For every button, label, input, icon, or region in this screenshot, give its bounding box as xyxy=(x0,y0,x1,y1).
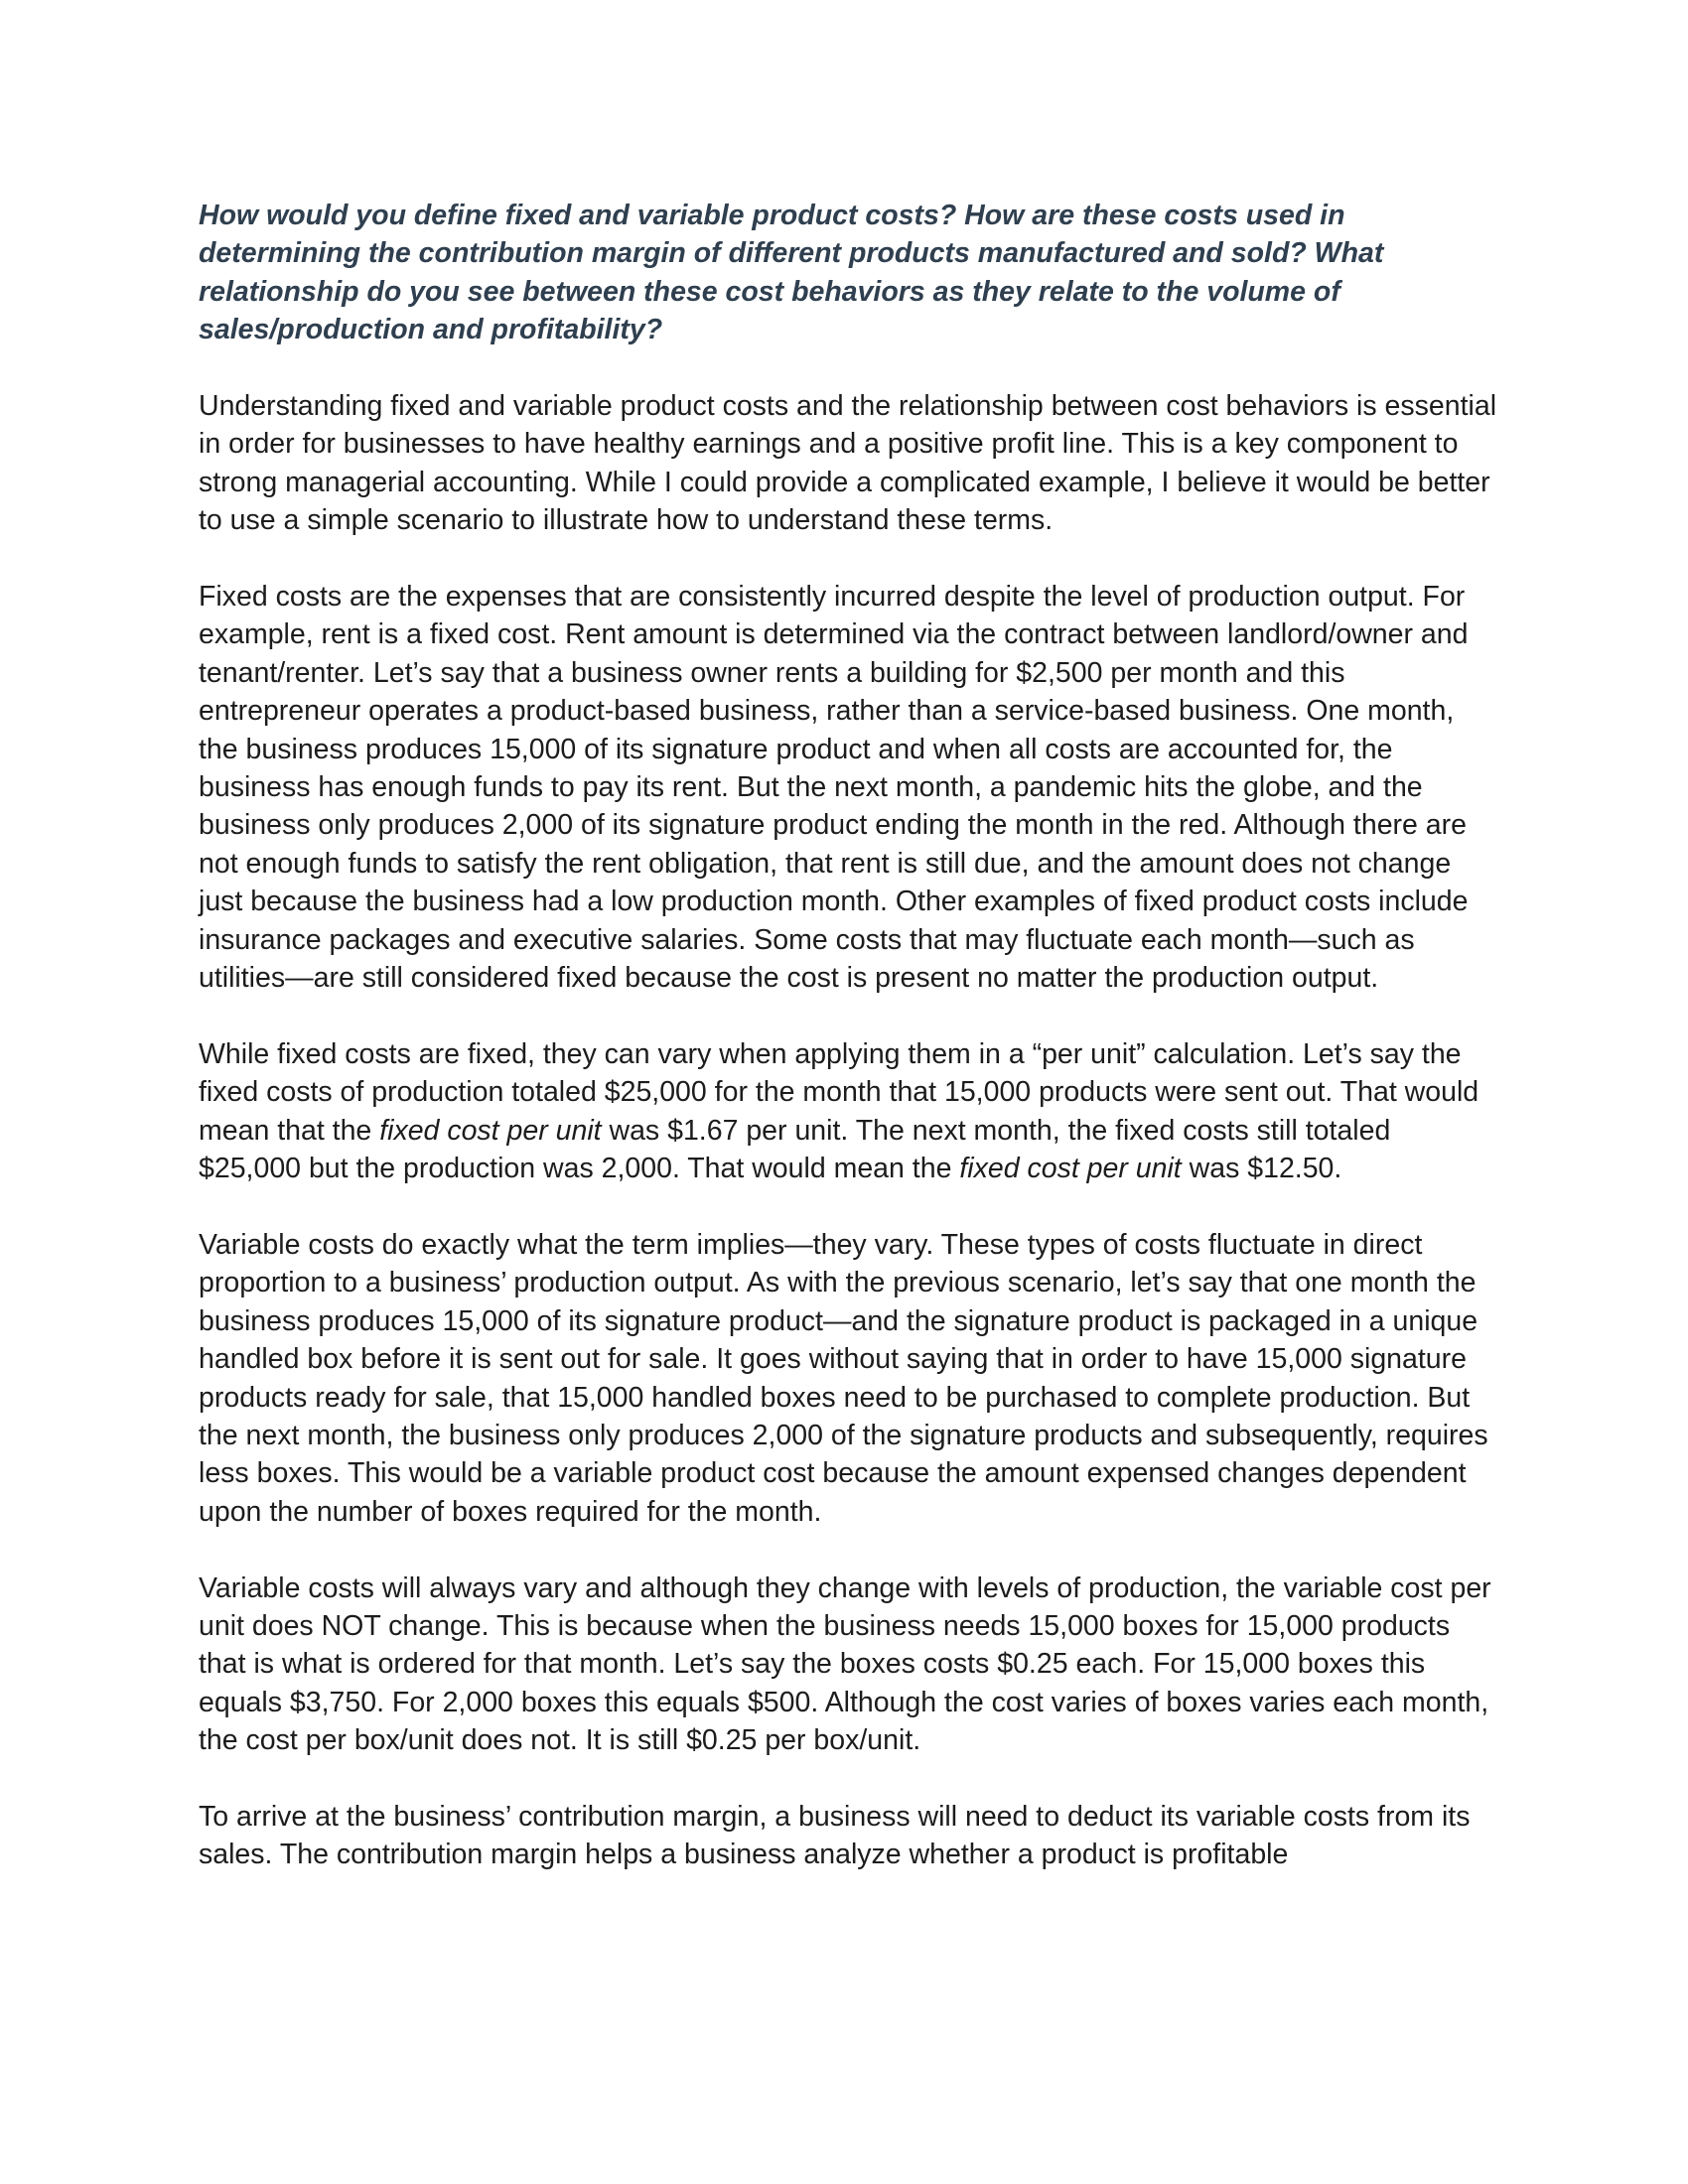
discussion-question: How would you define fixed and variable product costs? How are these costs used in determining the contribution margin of different products manufactured and sold? What relationship do you see between these cost behaviors as they relate to the volume of sales/production and profitability? xyxy=(199,200,1384,346)
document-body xyxy=(199,197,1499,1912)
paragraph-fixed-cost-per-unit xyxy=(199,1035,1499,1188)
paragraph-text: was $12.50. xyxy=(1181,1153,1342,1185)
paragraph-text: was $1.67 per unit. The next month, the fixed costs still totaled $25,000 but the production was 2,000. That would mean the xyxy=(199,1114,1391,1185)
emphasis-term: fixed cost per unit xyxy=(959,1153,1182,1185)
paragraph-variable-cost-per-unit: Variable costs will always vary and although they change with levels of production, the variable cost per unit does NOT change. This is because when the business needs 15,000 boxes for 15,000 products that is what is ordered for that month. Let’s say the boxes costs $0.25 each. For 15,000 boxes this equals $3,750. For 2,000 boxes this equals $500. Although the cost varies of boxes varies each month, the cost per box/unit does not. It is still $0.25 per box/unit. xyxy=(199,1571,1491,1757)
paragraph-text: While fixed costs are fixed, they can vary when applying them in a “per unit” calculation. Let’s say the fixed costs of production totaled $25,000 for the month that 15,000 products were sent out. That would mean that the xyxy=(199,1037,1479,1147)
emphasis-term: fixed cost per unit xyxy=(379,1114,602,1147)
paragraph-contribution-margin: To arrive at the business’ contribution margin, a business will need to deduct its variable costs from its sales. The contribution margin helps a business analyze whether a product is profitable xyxy=(199,1800,1471,1871)
paragraph-variable-costs: Variable costs do exactly what the term implies—they vary. These types of costs fluctuate in direct proportion to a business’ production output. As with the previous scenario, let’s say that one month the business produces 15,000 of its signature product—and the signature product is packaged in a unique handled box before it is sent out for sale. It goes without saying that in order to have 15,000 signature products ready for sale, that 15,000 handled boxes need to be purchased to complete production. But the next month, the business only produces 2,000 of the signature products and subsequently, requires less boxes. This would be a variable product cost because the amount expensed changes dependent upon the number of boxes required for the month. xyxy=(199,1228,1488,1528)
paragraph-introduction: Understanding fixed and variable product costs and the relationship between cost behaviors is essential in order for businesses to have healthy earnings and a positive profit line. This is a key component to strong managerial accounting. While I could provide a complicated example, I believe it would be better to use a simple scenario to illustrate how to understand these terms. xyxy=(199,390,1497,537)
paragraph-fixed-costs: Fixed costs are the expenses that are consistently incurred despite the level of production output. For example, rent is a fixed cost. Rent amount is determined via the contract between landlord/owner and tenant/renter. Let’s say that a business owner rents a building for $2,500 per month and this entrepreneur operates a product-based business, rather than a service-based business. One month, the business produces 15,000 of its signature product and when all costs are accounted for, the business has enough funds to pay its rent. But the next month, a pandemic hits the globe, and the business only produces 2,000 of its signature product ending the month in the red. Although there are not enough funds to satisfy the rent obligation, that rent is still due, and the amount does not change just because the business had a low production month. Other examples of fixed product costs include insurance packages and executive salaries. Some costs that may fluctuate each month—such as utilities—are still considered fixed because the cost is present no matter the production output. xyxy=(199,581,1469,995)
